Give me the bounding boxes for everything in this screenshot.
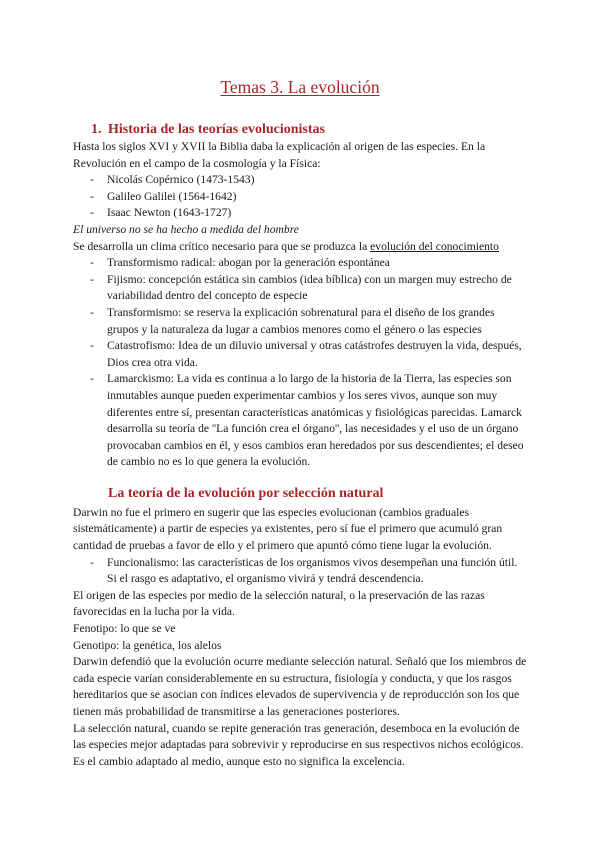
list-item: - Lamarckismo: La vida es continua a lo largo de la historia de la Tierra, las especies son inmutables aunque pueden experimentar cambios y los seres vivos, aunque son muy diferentes entre sí, presentan características anatómicas y fisiológicas parecidas. Lamarck desarrolla su teoría de ''La función crea el órgano'', las necesidades y el uso de un órgano provocaban cambios en él, y esos cambios eran heredados por sus descendientes; el deseo de cambio no es lo que genera la evolución. [73,371,528,471]
climate-paragraph [73,239,528,256]
list-item: - Nicolás Copérnico (1473-1543) [73,172,528,189]
list-item: - Isaac Newton (1643-1727) [73,205,528,222]
list-item: - Funcionalismo: las características de los organismos vivos desempeñan una función útil. Si el rasgo es adaptativo, el organismo vivirá y tendrá descendencia. [73,555,528,588]
section-1-number: 1. [91,122,102,137]
climate-text: Se desarrolla un clima crítico necesario para que se produzca la [73,239,371,253]
origin-paragraph: El origen de las especies por medio de la selección natural, o la preservación de las razas favorecidas en la lucha por la vida. [73,588,485,619]
funcionalismo-list [73,555,528,588]
section-1-heading-text: Historia de las teorías evolucionistas [108,122,325,137]
section-2-intro: Darwin no fue el primero en sugerir que las especies evolucionan (cambios graduales sistemáticamente) a partir de especies ya existentes, pero sí fue el primero que acumuló gran cantidad de pruebas a favor de ello y el primero que apuntó cómo tiene lugar la evolución. [73,505,503,553]
list-item: - Galileo Galilei (1564-1642) [73,189,528,206]
list-item: - Catastrofismo: Idea de un diluvio universal y otras catástrofes destruyen la vida, después, Dios crea otra vida. [73,338,528,371]
section-1-heading [91,121,528,139]
list-item: - Transformismo: se reserva la explicación sobrenatural para el diseño de los grandes grupos y la naturaleza da lugar a cambios menores como el género o las especies [73,305,528,338]
theories-list [73,255,528,471]
conclusion-paragraph: La selección natural, cuando se repite generación tras generación, desemboca en la evolución de las especies mejor adaptadas para sobrevivir y reproducirse en sus respectivos nichos ecológicos. Es el cambio adaptado al medio, aunque esto no significa la excelencia. [73,721,524,768]
genotipo-line: Genotipo: la genética, los alelos [73,638,222,652]
page-title: Temas 3. La evolución [220,77,380,97]
darwin-paragraph: Darwin defendió que la evolución ocurre mediante selección natural. Señaló que los miembros de cada especie varían considerablemente en su estructura, fisiología y conducta, y que los rasgos hereditarios que se asocian con índices elevados de supervivencia y de reproducción son los que tienen más probabilidad de transmitirse a las generaciones posteriores. [73,655,527,718]
fenotipo-line: Fenotipo: lo que se ve [73,622,176,636]
italic-note: El universo no se ha hecho a medida del hombre [73,222,299,236]
section-1-intro: Hasta los siglos XVI y XVII la Biblia daba la explicación al origen de las especies. En la Revolución en el campo de la cosmología y la Física: [73,140,486,170]
document-body [73,121,528,770]
list-item: - Transformismo radical: abogan por la generación espontánea [73,255,528,272]
section-2-heading: La teoría de la evolución por selección natural [108,485,384,501]
list-item: - Fijismo: concepción estática sin cambios (idea bíblica) con un margen muy estrecho de variabilidad dentro del concepto de especie [73,272,528,305]
climate-link: evolución del conocimiento [370,239,499,253]
scientists-list [73,172,528,222]
